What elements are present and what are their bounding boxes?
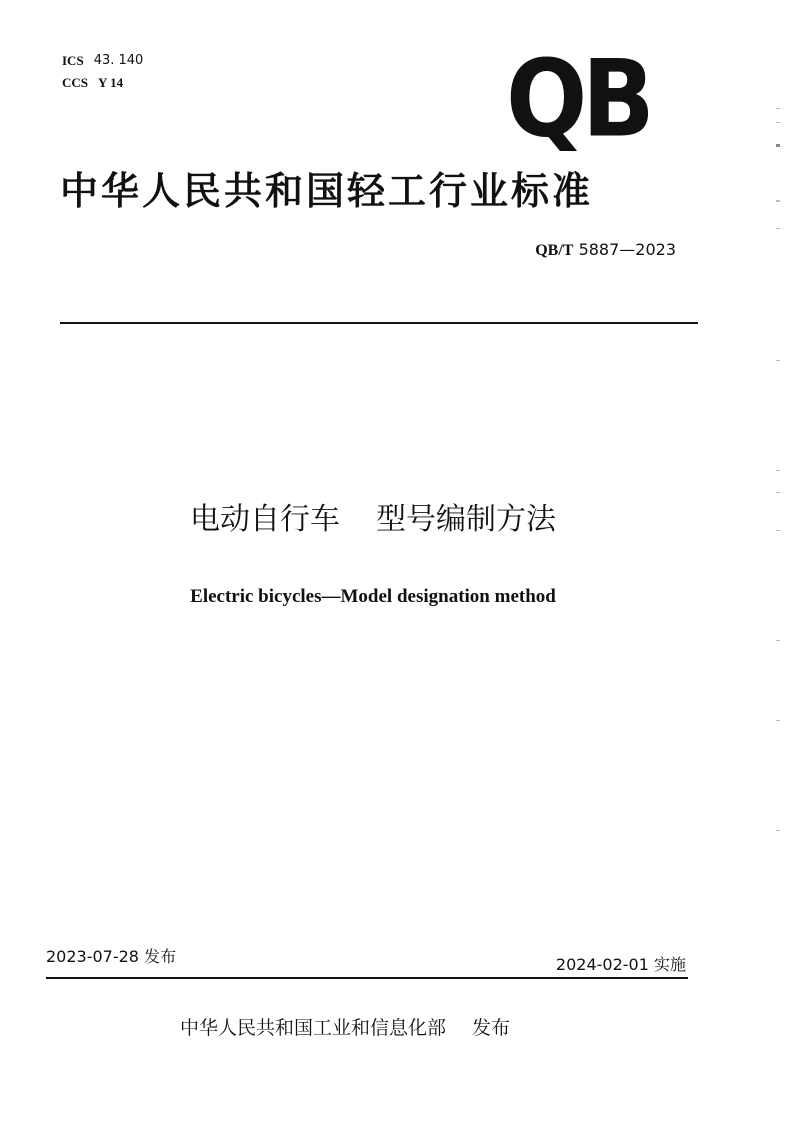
scan-edge-marks — [776, 100, 782, 880]
publisher-line — [180, 1013, 510, 1040]
document-title-cn-part1: 电动自行车 — [190, 502, 340, 537]
standard-number-value: 5887—2023 — [578, 240, 676, 259]
organization-title: 中华人民共和国轻工行业标准 — [60, 169, 594, 213]
standard-number-prefix: QB/T — [535, 242, 574, 259]
issue-date: 2023-07-28 发布 — [46, 947, 177, 966]
ics-label: ICS — [62, 53, 84, 68]
ccs-row — [62, 72, 143, 94]
document-title-cn-part2: 型号编制方法 — [376, 502, 556, 537]
qb-logo-text: QB — [506, 36, 650, 162]
ics-row — [62, 50, 143, 72]
ccs-value: Y 14 — [98, 75, 124, 90]
effective-date: 2024-02-01 实施 — [555, 955, 686, 974]
ics-value: 43. 140 — [93, 53, 144, 68]
ccs-label: CCS — [62, 75, 89, 90]
document-title-cn — [0, 494, 746, 538]
qb-logo — [506, 36, 664, 162]
footer-divider — [46, 977, 688, 979]
document-title-en: Electric bicycles—Model designation method — [190, 586, 556, 607]
publisher-action: 发布 — [472, 1017, 511, 1039]
standard-number — [500, 240, 676, 260]
publisher-name: 中华人民共和国工业和信息化部 — [180, 1017, 447, 1039]
header-divider — [60, 322, 698, 324]
classification-codes — [62, 50, 143, 94]
